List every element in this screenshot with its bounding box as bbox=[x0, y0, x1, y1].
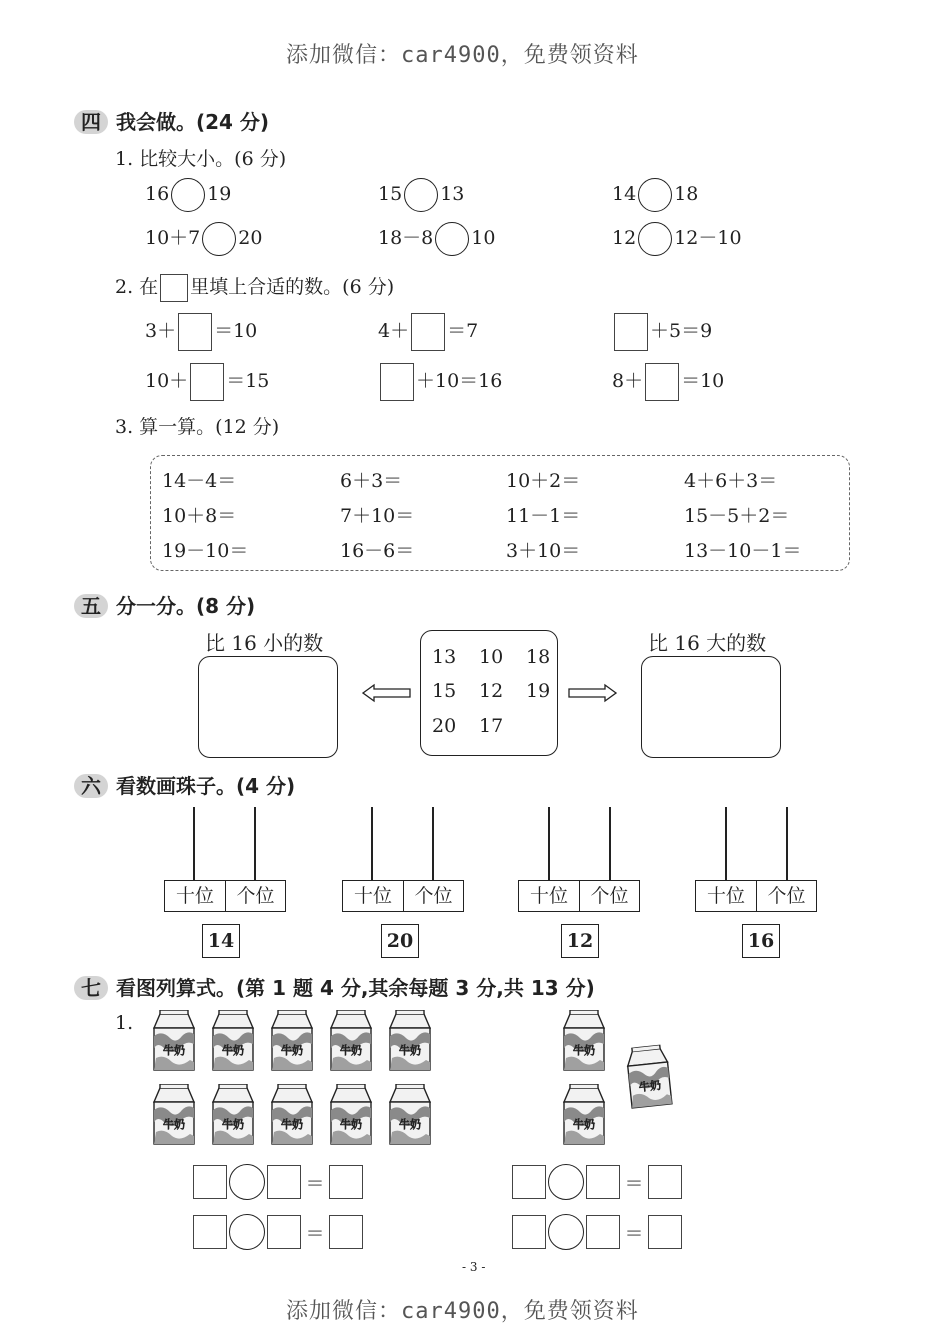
calc-item: 3＋10＝ bbox=[506, 540, 581, 562]
operator-circle[interactable] bbox=[229, 1214, 265, 1250]
milk-carton-icon bbox=[382, 1010, 438, 1072]
operator-circle[interactable] bbox=[548, 1214, 584, 1250]
pool-number: 17 bbox=[479, 715, 504, 737]
ones-rod bbox=[254, 807, 256, 881]
answer-square[interactable] bbox=[614, 313, 648, 351]
compare-circle[interactable] bbox=[202, 222, 236, 256]
operator-circle[interactable] bbox=[548, 1164, 584, 1200]
answer-square[interactable] bbox=[193, 1165, 227, 1199]
answer-square[interactable] bbox=[512, 1165, 546, 1199]
abacus-number: 16 bbox=[742, 924, 780, 958]
equals-sign: ＝ bbox=[624, 1172, 644, 1195]
compare-item-5: 18－8 10 bbox=[378, 222, 495, 256]
equals-sign: ＝ bbox=[305, 1222, 325, 1245]
q3-title: 3. 算一算。(12 分) bbox=[115, 416, 280, 438]
section-6-number: 六 bbox=[74, 774, 108, 798]
arrow-right-icon bbox=[567, 683, 617, 703]
pool-number: 19 bbox=[526, 680, 551, 702]
q2-title: 2. 在 里填上合适的数。(6 分) bbox=[115, 272, 394, 302]
calc-item: 10＋8＝ bbox=[162, 505, 237, 527]
milk-carton-icon bbox=[618, 1043, 680, 1111]
tens-label: 十位 bbox=[175, 885, 214, 907]
section-7-title: 看图列算式。(第 1 题 4 分,其余每题 3 分,共 13 分) bbox=[116, 976, 595, 1000]
pool-number: 10 bbox=[479, 646, 504, 668]
equation-row bbox=[512, 1214, 682, 1250]
fill-item-6: 8＋ ＝10 bbox=[612, 363, 724, 401]
place-value-header bbox=[695, 880, 817, 912]
tens-label: 十位 bbox=[706, 885, 745, 907]
compare-circle[interactable] bbox=[638, 178, 672, 212]
calc-item: 16－6＝ bbox=[340, 540, 415, 562]
section-5-title: 分一分。(8 分) bbox=[116, 594, 256, 618]
tens-rod bbox=[725, 807, 727, 881]
calc-item: 7＋10＝ bbox=[340, 505, 415, 527]
tens-label: 十位 bbox=[353, 885, 392, 907]
calc-item: 10＋2＝ bbox=[506, 470, 581, 492]
equals-sign: ＝ bbox=[305, 1172, 325, 1195]
place-value-header bbox=[164, 880, 286, 912]
answer-square[interactable] bbox=[178, 313, 212, 351]
abacus-number: 12 bbox=[561, 924, 599, 958]
milk-carton-icon bbox=[323, 1084, 379, 1146]
larger-answer-box[interactable] bbox=[641, 656, 781, 758]
answer-square[interactable] bbox=[190, 363, 224, 401]
tens-label: 十位 bbox=[529, 885, 568, 907]
compare-item-3: 14 18 bbox=[612, 178, 698, 212]
ones-rod bbox=[609, 807, 611, 881]
calc-item: 6＋3＝ bbox=[340, 470, 403, 492]
q1-title: 1. 比较大小。(6 分) bbox=[115, 148, 287, 170]
q1-label: 1. bbox=[115, 1012, 134, 1034]
milk-carton-icon bbox=[264, 1010, 320, 1072]
answer-square[interactable] bbox=[267, 1165, 301, 1199]
place-value-header bbox=[518, 880, 640, 912]
milk-carton-icon bbox=[146, 1010, 202, 1072]
section-4-title: 我会做。(24 分) bbox=[116, 110, 270, 134]
answer-square[interactable] bbox=[329, 1215, 363, 1249]
abacus-number: 14 bbox=[202, 924, 240, 958]
ones-rod bbox=[432, 807, 434, 881]
place-value-header bbox=[342, 880, 464, 912]
milk-carton-icon bbox=[382, 1084, 438, 1146]
ones-label: 个位 bbox=[579, 881, 639, 911]
smaller-answer-box[interactable] bbox=[198, 656, 338, 758]
answer-square[interactable] bbox=[193, 1215, 227, 1249]
answer-square[interactable] bbox=[586, 1215, 620, 1249]
calc-item: 14－4＝ bbox=[162, 470, 237, 492]
milk-carton-icon bbox=[264, 1084, 320, 1146]
compare-circle[interactable] bbox=[404, 178, 438, 212]
section-7-heading bbox=[74, 972, 595, 1001]
example-square bbox=[160, 274, 188, 302]
section-6-heading bbox=[74, 770, 295, 799]
pool-number: 13 bbox=[432, 646, 457, 668]
section-5-heading bbox=[74, 590, 255, 619]
compare-item-1: 16 19 bbox=[145, 178, 231, 212]
equals-sign: ＝ bbox=[624, 1222, 644, 1245]
milk-carton-icon bbox=[556, 1084, 612, 1146]
ones-label: 个位 bbox=[403, 881, 463, 911]
fill-item-5: ＋10＝16 bbox=[378, 363, 502, 401]
larger-label: 比 16 大的数 bbox=[648, 631, 767, 655]
answer-square[interactable] bbox=[329, 1165, 363, 1199]
pool-number: 12 bbox=[479, 680, 504, 702]
fill-item-1: 3＋ ＝10 bbox=[145, 313, 257, 351]
pool-number: 20 bbox=[432, 715, 457, 737]
calc-item: 11－1＝ bbox=[506, 505, 581, 527]
answer-square[interactable] bbox=[645, 363, 679, 401]
page-number: - 3 - bbox=[462, 1260, 486, 1274]
tens-rod bbox=[371, 807, 373, 881]
calc-item: 4＋6＋3＝ bbox=[684, 470, 778, 492]
compare-circle[interactable] bbox=[638, 222, 672, 256]
ones-label: 个位 bbox=[225, 881, 285, 911]
answer-square[interactable] bbox=[648, 1165, 682, 1199]
watermark-top: 添加微信：car4900，免费领资料 bbox=[286, 43, 639, 68]
answer-square[interactable] bbox=[648, 1215, 682, 1249]
answer-square[interactable] bbox=[267, 1215, 301, 1249]
compare-item-4: 10＋7 20 bbox=[145, 222, 262, 256]
answer-square[interactable] bbox=[586, 1165, 620, 1199]
tens-rod bbox=[548, 807, 550, 881]
equation-row bbox=[512, 1164, 682, 1200]
fill-item-3: ＋5＝9 bbox=[612, 313, 712, 351]
equation-row bbox=[193, 1164, 363, 1200]
answer-square[interactable] bbox=[512, 1215, 546, 1249]
pool-number: 18 bbox=[526, 646, 551, 668]
section-5-number: 五 bbox=[74, 594, 108, 618]
equation-row bbox=[193, 1214, 363, 1250]
abacus-number: 20 bbox=[381, 924, 419, 958]
tens-rod bbox=[193, 807, 195, 881]
arrow-left-icon bbox=[362, 683, 412, 703]
section-4-number: 四 bbox=[74, 110, 108, 134]
section-6-title: 看数画珠子。(4 分) bbox=[116, 774, 296, 798]
milk-carton-icon bbox=[146, 1084, 202, 1146]
milk-carton-icon bbox=[205, 1084, 261, 1146]
answer-square[interactable] bbox=[380, 363, 414, 401]
answer-square[interactable] bbox=[411, 313, 445, 351]
watermark-bottom: 添加微信：car4900，免费领资料 bbox=[286, 1299, 639, 1324]
pool-number: 15 bbox=[432, 680, 457, 702]
compare-circle[interactable] bbox=[171, 178, 205, 212]
ones-rod bbox=[786, 807, 788, 881]
compare-item-6: 12 12－10 bbox=[612, 222, 742, 256]
fill-item-2: 4＋ ＝7 bbox=[378, 313, 478, 351]
section-7-number: 七 bbox=[74, 976, 108, 1000]
milk-carton-icon bbox=[323, 1010, 379, 1072]
section-4-heading bbox=[74, 106, 269, 135]
calc-item: 13－10－1＝ bbox=[684, 540, 802, 562]
fill-item-4: 10＋ ＝15 bbox=[145, 363, 269, 401]
compare-circle[interactable] bbox=[435, 222, 469, 256]
smaller-label: 比 16 小的数 bbox=[205, 631, 324, 655]
calc-item: 19－10＝ bbox=[162, 540, 249, 562]
ones-label: 个位 bbox=[756, 881, 816, 911]
milk-carton-icon bbox=[556, 1010, 612, 1072]
operator-circle[interactable] bbox=[229, 1164, 265, 1200]
milk-carton-icon bbox=[205, 1010, 261, 1072]
calc-item: 15－5＋2＝ bbox=[684, 505, 790, 527]
compare-item-2: 15 13 bbox=[378, 178, 464, 212]
